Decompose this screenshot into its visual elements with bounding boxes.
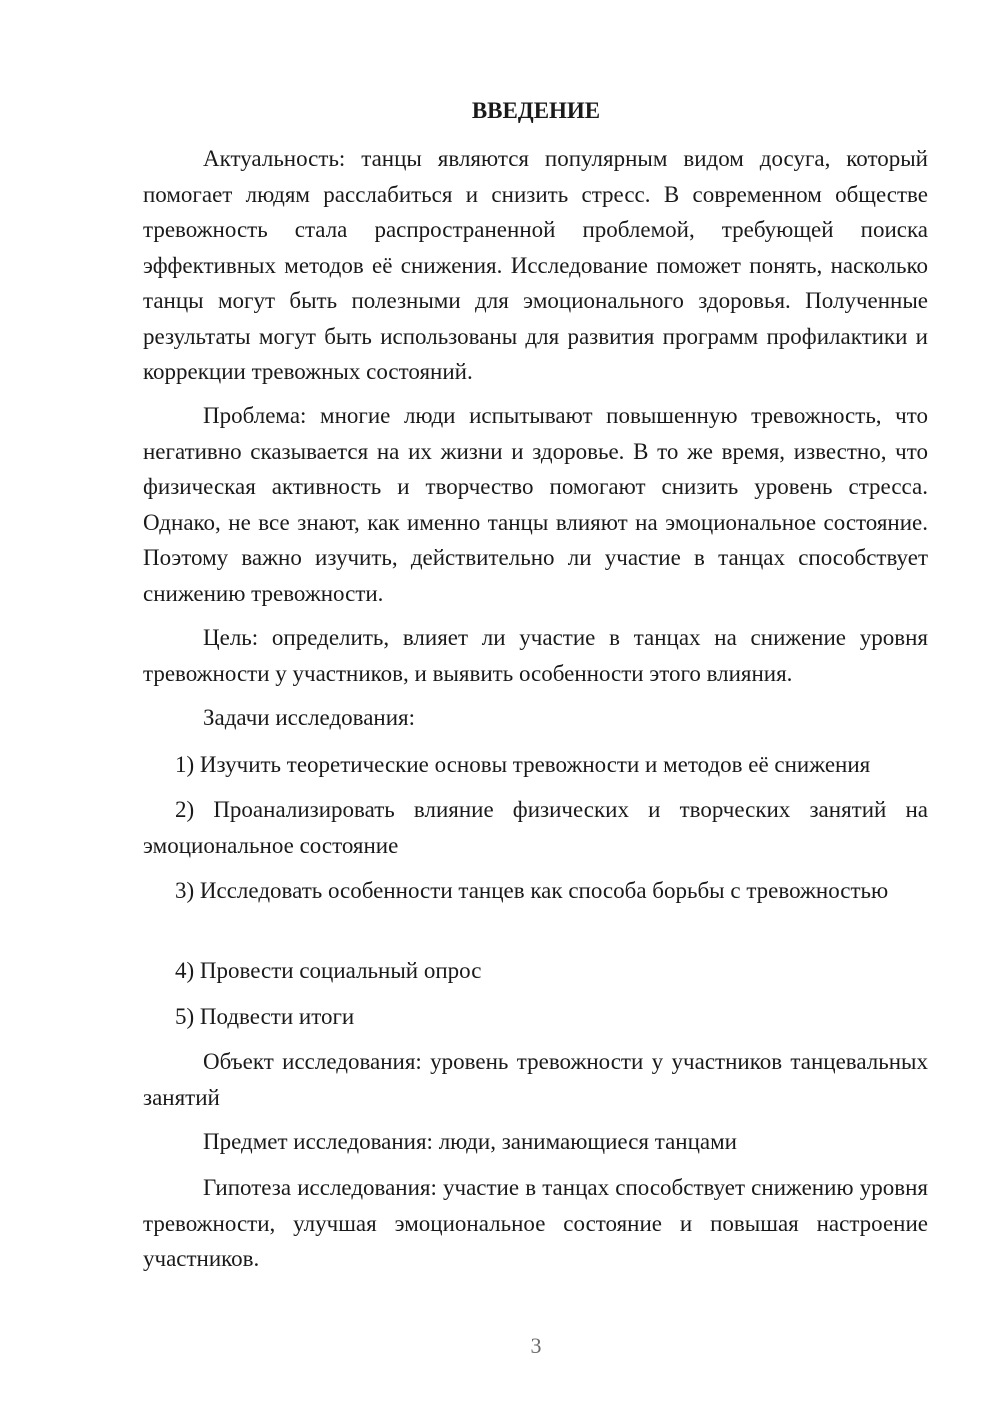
list-item: 5) Подвести итоги bbox=[175, 1004, 355, 1029]
hypothesis-paragraph: Гипотеза исследования: участие в танцах способствует снижению уровня тревожности, улучшая эмоциональное состояние и повышая настроение участников. bbox=[143, 1175, 928, 1271]
relevance-paragraph: Актуальность: танцы являются популярным видом досуга, который помогает людям расслабиться и снизить стресс. В современном обществе тревожность стала распространенной проблемой, требующей поиска эффективных методов её снижения. Исследование поможет понять, насколько танцы могут быть полезными для эмоционального здоровья. Полученные результаты могут быть использованы для развития программ профилактики и коррекции тревожных состояний. bbox=[143, 146, 928, 384]
subject-paragraph: Предмет исследования: люди, занимающиеся танцами bbox=[203, 1129, 737, 1154]
list-item: 1) Изучить теоретические основы тревожности и методов её снижения bbox=[175, 752, 871, 777]
page-number: 3 bbox=[530, 1333, 542, 1358]
list-item: 3) Исследовать особенности танцев как способа борьбы с тревожностью bbox=[175, 878, 889, 903]
section-heading: ВВЕДЕНИЕ bbox=[471, 98, 601, 123]
list-item: 2) Проанализировать влияние физических и творческих занятий на эмоциональное состояние bbox=[143, 797, 928, 858]
goal-paragraph: Цель: определить, влияет ли участие в танцах на снижение уровня тревожности у участников, и выявить особенности этого влияния. bbox=[143, 625, 928, 686]
list-item: 4) Провести социальный опрос bbox=[175, 958, 482, 983]
object-paragraph: Объект исследования: уровень тревожности у участников танцевальных занятий bbox=[143, 1049, 928, 1110]
tasks-title: Задачи исследования: bbox=[203, 705, 416, 730]
problem-paragraph: Проблема: многие люди испытывают повышенную тревожность, что негативно сказывается на их жизни и здоровье. В то же время, известно, что физическая активность и творчество помогают снизить уровень стресса. Однако, не все знают, как именно танцы влияют на эмоциональное состояние. Поэтому важно изучить, действительно ли участие в танцах способствует снижению тревожности. bbox=[143, 403, 928, 606]
